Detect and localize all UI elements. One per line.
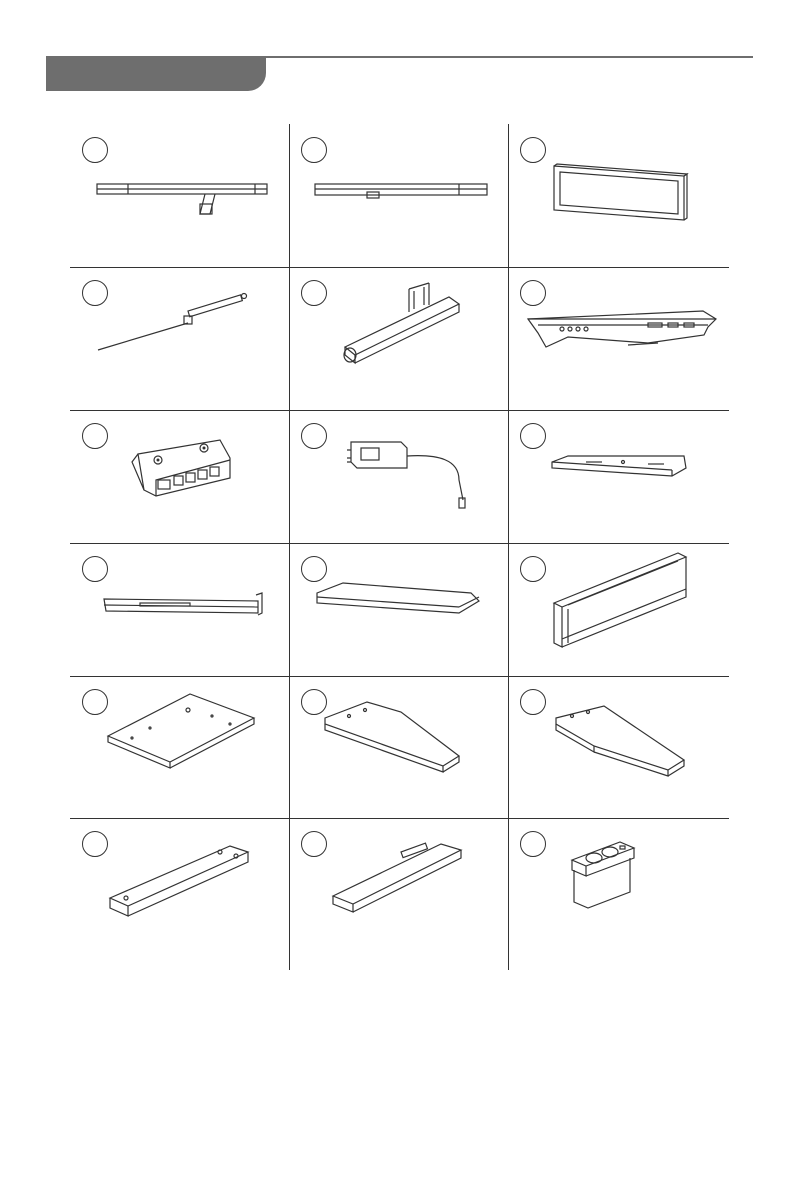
mounting-plate-icon [508, 410, 729, 543]
power-outlet-box-icon [508, 818, 729, 970]
parts-grid [70, 124, 729, 970]
crossbeam-with-mount-icon [70, 124, 289, 267]
part-cell [508, 267, 729, 410]
foot-base-icon [289, 267, 508, 410]
slotted-board-icon [289, 818, 508, 970]
power-supply-icon [289, 410, 508, 543]
part-cell [508, 410, 729, 543]
right-wing-panel-icon [508, 676, 729, 818]
part-cell [289, 676, 508, 818]
part-cell [289, 543, 508, 676]
part-cell [508, 543, 729, 676]
part-cell [70, 543, 289, 676]
side-rail-icon [70, 543, 289, 676]
part-cell [508, 818, 729, 970]
drilled-board-icon [70, 818, 289, 970]
section-tab [46, 57, 266, 91]
part-cell [289, 818, 508, 970]
part-cell [508, 124, 729, 267]
left-wing-panel-icon [289, 676, 508, 818]
rectangular-frame-icon [508, 124, 729, 267]
part-cell [70, 676, 289, 818]
control-panel-icon [70, 410, 289, 543]
hex-rod-icon [70, 267, 289, 410]
support-bracket-icon [508, 267, 729, 410]
part-cell [70, 410, 289, 543]
part-cell [70, 124, 289, 267]
shelf-board-icon [289, 543, 508, 676]
part-cell [508, 676, 729, 818]
part-cell [70, 267, 289, 410]
part-cell [70, 818, 289, 970]
part-cell [289, 124, 508, 267]
desktop-panel-icon [70, 676, 289, 818]
part-cell [289, 267, 508, 410]
cable-tray-icon [508, 543, 729, 676]
part-cell [289, 410, 508, 543]
crossbeam-icon [289, 124, 508, 267]
